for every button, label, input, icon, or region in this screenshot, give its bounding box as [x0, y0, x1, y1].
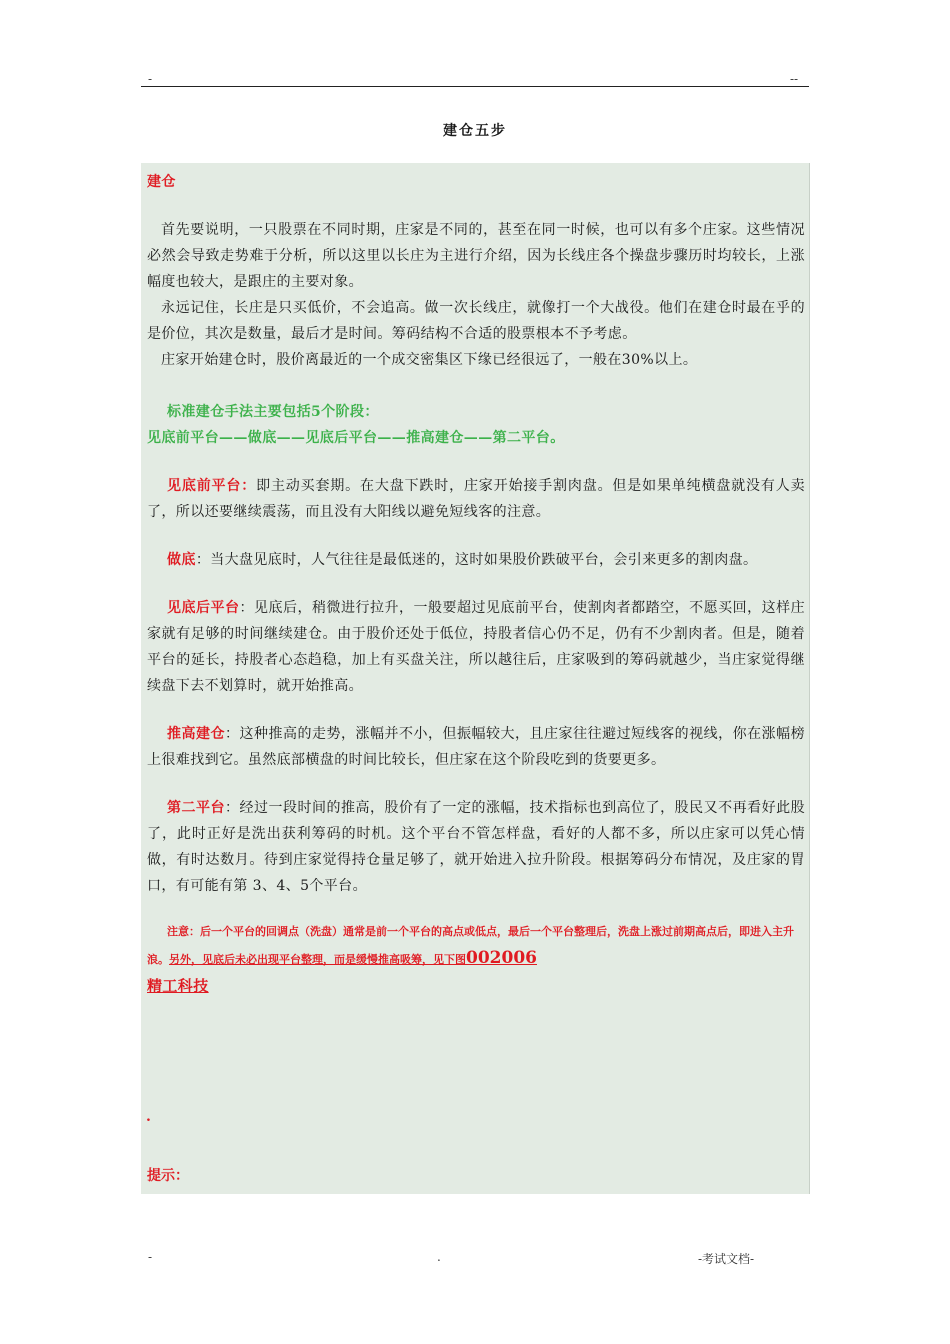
stages-list: 见底前平台——做底——见底后平台——推高建仓——第二平台。 — [147, 430, 565, 446]
stage-text: ：这种推高的走势，涨幅并不小，但振幅较大，且庄家往往避过短线客的视线，你在涨幅榜上很难找到它。虽然底部横盘的时间比较长，但庄家在这个阶段吃到的货要更多。 — [147, 726, 805, 768]
note-underlined: 另外，见底后未必出现平台整理，而是缓慢推高吸筹，见下图 — [169, 953, 466, 966]
footer-left-mark: - — [148, 1250, 153, 1264]
content-panel — [141, 163, 810, 1194]
stage-name: 推高建仓 — [167, 726, 226, 742]
stage-name: 第二平台 — [167, 800, 226, 816]
stage-paragraph-5 — [147, 795, 805, 899]
stage-paragraph-2 — [147, 547, 805, 573]
document-title: 建仓五步 — [443, 123, 507, 139]
intro-paragraph-3: 庄家开始建仓时，股价离最近的一个成交密集区下缘已经很远了，一般在30%以上。 — [161, 352, 698, 368]
company-line — [147, 973, 805, 1000]
stage-paragraph-1 — [147, 473, 805, 525]
dot-mark: . — [146, 1109, 151, 1125]
spacer — [147, 899, 805, 919]
header-right-mark: -- — [790, 72, 799, 86]
header-left-mark: - — [148, 72, 153, 86]
stage-name: 见底前平台： — [167, 478, 257, 494]
panel-body — [147, 169, 805, 1000]
spacer — [147, 573, 805, 595]
header-rule — [141, 86, 809, 87]
intro-paragraph-1: 首先要说明，一只股票在不同时期，庄家是不同的，甚至在同一时候，也可以有多个庄家。这些情况必然会导致走势难于分析，所以这里以长庄为主进行介绍，因为长线庄各个操盘步骤历时均较长，上涨幅度也较大，是跟庄的主要对象。 — [147, 222, 805, 290]
intro-paragraph-2: 永远记住，长庄是只买低价，不会追高。做一次长线庄，就像打一个大战役。他们在建仓时最在乎的是价位，其次是数量，最后才是时间。筹码结构不合适的股票根本不予考虑。 — [147, 300, 805, 342]
footer-label: -考试文档- — [698, 1252, 755, 1266]
stage-text: ：经过一段时间的推高，股价有了一定的涨幅，技术指标也到高位了，股民又不再看好此股了，此时正好是洗出获利筹码的时机。这个平台不管怎样盘，看好的人都不多，所以庄家可以凭心情做，有时达数月。待到庄家觉得持仓量足够了，就开始进入拉升阶段。根据筹码分布情况，及庄家的胃口，有可能有第 3、4、5个平台。 — [147, 800, 805, 894]
stage-text: ：见底后，稍微进行拉升，一般要超过见底前平台，使割肉者都踏空，不愿买回，这样庄家就有足够的时间继续建仓。由于股价还处于低位，持股者信心仍不足，仍有不少割肉者。但是，随着平台的延长，持股者心态趋稳，加上有买盘关注，所以越往后，庄家吸到的筹码就越少，当庄家觉得继续盘下去不划算时，就开始推高。 — [147, 600, 805, 694]
spacer — [147, 525, 805, 547]
footer-mid-mark: . — [437, 1250, 441, 1264]
company-name: 精工科技 — [147, 977, 209, 995]
stage-text: ：当大盘见底时，人气往往是最低迷的，这时如果股价跌破平台，会引来更多的割肉盘。 — [195, 552, 758, 568]
stage-paragraph-3 — [147, 595, 805, 699]
spacer — [147, 195, 805, 217]
section-heading: 建仓 — [147, 174, 176, 190]
stage-name: 做底 — [167, 552, 196, 568]
spacer — [147, 451, 805, 473]
spacer — [147, 699, 805, 721]
spacer — [147, 373, 805, 399]
stock-code: 002006 — [466, 948, 537, 968]
stages-intro: 标准建仓手法主要包括5个阶段： — [167, 404, 379, 420]
note-text: 注意：后一个平台的回调点（洗盘）通常是前一个平台的高点或低点，最后一个平台整理后，洗盘上涨过前期高点后，即进入主升浪。 — [147, 925, 794, 966]
stage-text: 即主动买套期。在大盘下跌时，庄家开始接手割肉盘。但是如果单纯横盘就没有人卖了，所以还要继续震荡，而且没有大阳线以避免短线客的注意。 — [147, 478, 805, 520]
stage-name: 见底后平台 — [167, 600, 240, 616]
spacer — [147, 773, 805, 795]
note-paragraph — [147, 919, 805, 973]
stage-paragraph-4 — [147, 721, 805, 773]
tip-label: 提示： — [147, 1168, 189, 1184]
